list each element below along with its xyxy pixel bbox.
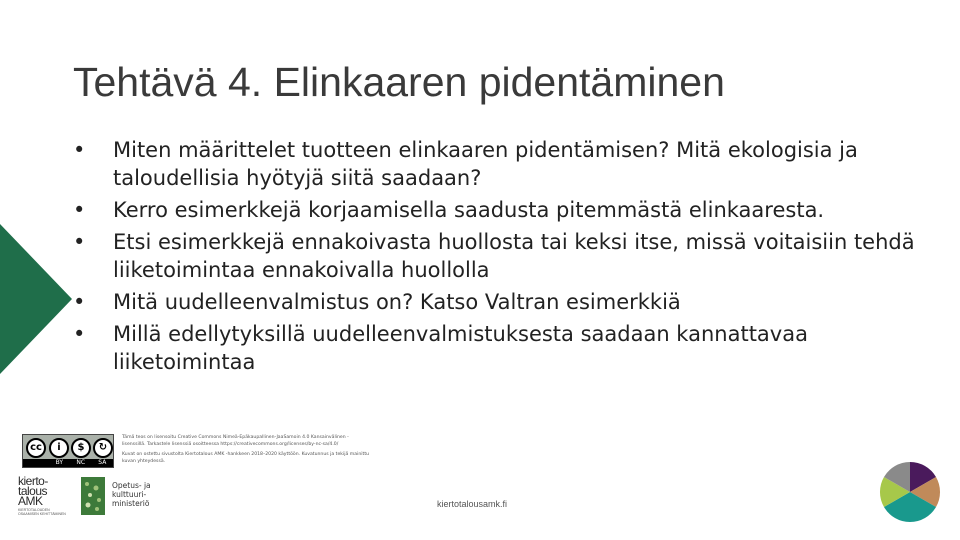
bullet-item [73,288,933,316]
bullet-marker: • [73,230,86,254]
okm-line: Opetus- ja [112,481,151,490]
bullet-text: Etsi esimerkkejä ennakoivasta huollosta tai keksi itse, missä voitaisiin tehdä liiketoimintaa ennakoivalla huollolla [113,230,915,282]
license-line: Tämä teos on lisensoitu Creative Commons Nimeä-Epäkaupallinen-JaaSamoin 4.0 Kansainvälinen -lisenssillä. Tarkastele lisenssiä osoitteessa https://creativecommons.org/licenses/by-nc-sa/4.0/ [122,435,349,447]
bullet-marker: • [73,322,86,346]
attribution-icon: i [49,438,69,458]
bullet-item [73,136,933,192]
bullet-item [73,196,933,224]
bullet-marker: • [73,290,86,314]
license-line: Kuvat on ostettu sivustolta Kiertotalous AMK -hankkeen 2018–2020 käyttöön. Kuvatunnus ja tekijä mainittu kuvan yhteydessä. [122,452,370,464]
kiertotalous-logo-subtitle: KIERTOTALOUDEN OSAAMISEN KEHITTÄMINEN [18,508,66,516]
bullet-item [73,320,933,376]
bullet-text: Kerro esimerkkejä korjaamisella saadusta pitemmästä elinkaaresta. [113,198,825,222]
kiertotalous-logo-line: talous [18,484,48,498]
bullet-marker: • [73,198,86,222]
bullet-text: Millä edellytyksillä uudelleenvalmistuksesta saadaan kannattavaa liiketoimintaa [113,322,808,374]
sharealike-icon: ↻ [93,438,113,458]
license-text [122,434,372,468]
bullet-text: Miten määrittelet tuotteen elinkaaren pidentämisen? Mitä ekologisia ja taloudellisia hyötyjä siitä saadaan? [113,138,858,190]
green-triangle-decoration [0,224,72,374]
bullet-text: Mitä uudelleenvalmistus on? Katso Valtran esimerkkiä [113,290,681,314]
cc-license-badge[interactable] [22,434,114,468]
cc-icon: cc [26,438,46,458]
kiertotalous-pie-logo [878,460,942,524]
cc-label-strip [23,459,113,467]
okm-emblem-icon [80,476,106,516]
kiertotalous-logo-line: kierto- [18,474,48,488]
bullet-marker: • [73,138,86,162]
footer-url: kiertotalousamk.fi [437,499,508,509]
okm-logo-text [112,481,172,508]
cc-sa-label: SA [98,459,107,466]
bullet-item [73,228,933,284]
okm-line: kulttuuri- [112,490,147,499]
kiertotalous-amk-logo [18,476,70,520]
bullet-list [73,136,933,380]
cc-by-label: BY [55,459,64,466]
slide-title: Tehtävä 4. Elinkaaren pidentäminen [73,59,725,105]
okm-line: ministeriö [112,499,150,508]
noncommercial-icon: $ [71,438,91,458]
kiertotalous-logo-line: AMK [18,494,43,508]
cc-nc-label: NC [76,459,86,466]
